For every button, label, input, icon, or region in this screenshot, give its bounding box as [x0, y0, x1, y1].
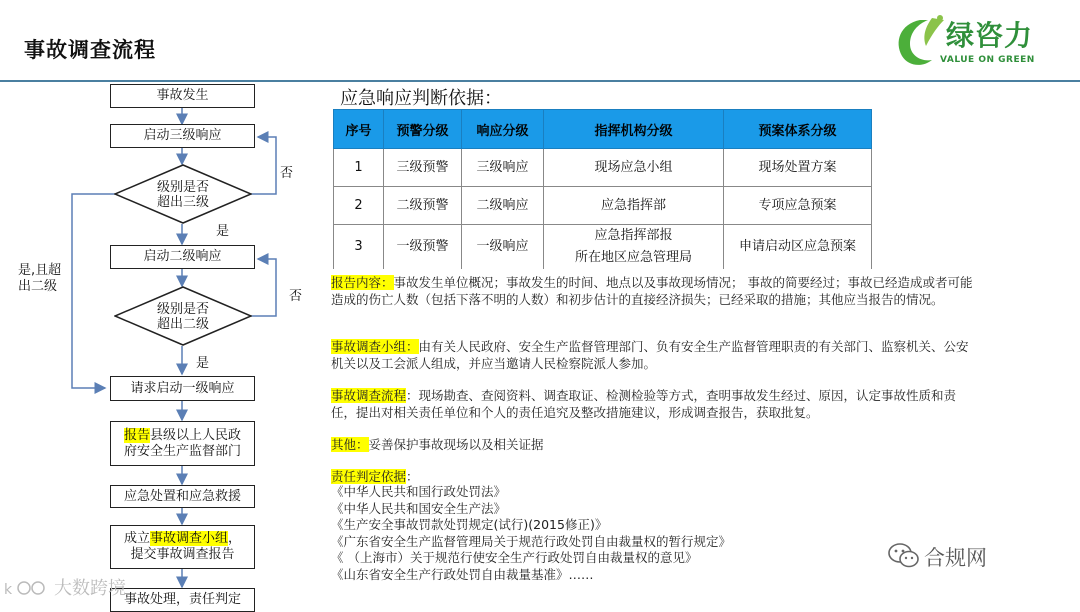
svg-text:k: k — [4, 582, 13, 598]
step-label: 应急处置和应急救援 — [123, 488, 241, 504]
table-cell: 应急指挥部 — [544, 187, 724, 225]
info-investigation-process — [331, 387, 981, 421]
watermark-logo-icon — [4, 578, 52, 600]
info-label: 其他： — [331, 437, 369, 452]
table-cell: 三级预警 — [384, 149, 462, 187]
step-label: 启动二级响应 — [143, 249, 222, 264]
info-text: 由有关人民政府、安全生产监督管理部门、负有安全生产监督管理职责的有关部门、监察机关、公安机关以及工会派人组成，并应当邀请人民检察院派人参加。 — [331, 339, 969, 371]
info-investigation-team — [331, 338, 981, 372]
info-responsibility-basis — [331, 468, 981, 485]
label-skip-level2 — [18, 263, 61, 295]
label-no-1: 否 — [280, 166, 294, 181]
text: 县级以上人民政 — [150, 427, 242, 443]
list-item: 《中华人民共和国行政处罚法》 — [331, 484, 507, 499]
table-cell: 二级响应 — [462, 187, 544, 225]
step-investigation-team — [110, 525, 255, 569]
step-label: 启动三级响应 — [143, 128, 222, 143]
table-cell: 3 — [334, 225, 384, 270]
table-row — [334, 225, 872, 270]
table-cell — [544, 225, 724, 270]
table-cell: 2 — [334, 187, 384, 225]
step-label: 事故处理，责任判定 — [123, 592, 241, 607]
column-header: 序号 — [334, 110, 384, 149]
label-yes-1: 是 — [216, 224, 230, 239]
wechat-icon — [888, 542, 920, 570]
text: 出二级 — [18, 279, 58, 294]
info-report-content — [331, 274, 981, 308]
list-item: 《广东省安全生产监督管理局关于规范行政处罚自由裁量权的暂行规定》 — [331, 533, 732, 549]
decision-level2-text — [114, 302, 252, 332]
step-report-authority — [110, 421, 255, 466]
highlight: 事故调查小组 — [149, 531, 228, 546]
table-cell: 1 — [334, 149, 384, 187]
text: 是,且超 — [18, 263, 62, 278]
step-emergency-rescue — [110, 485, 255, 508]
table-cell: 一级响应 — [462, 225, 544, 270]
cell-line: 应急指挥部报 — [594, 228, 673, 243]
info-label: 事故调查小组： — [331, 339, 419, 354]
column-header: 指挥机构分级 — [544, 110, 724, 149]
watermark-left: 大数跨境 — [54, 578, 126, 599]
table-row — [334, 149, 872, 187]
step-level2-response — [110, 245, 255, 269]
table-cell: 一级预警 — [384, 225, 462, 270]
list-item: 《中华人民共和国安全生产法》 — [331, 500, 507, 516]
response-table — [333, 109, 872, 269]
logo-text: 绿咨力 — [946, 19, 1034, 52]
column-header: 预案体系分级 — [724, 110, 872, 149]
table-cell: 现场处置方案 — [724, 149, 872, 187]
report-line-1 — [124, 428, 241, 444]
decision-line: 级别是否 — [156, 302, 209, 317]
info-text: ： — [406, 469, 419, 484]
text: ， — [228, 531, 242, 546]
page-title: 事故调查流程 — [24, 38, 156, 62]
decision-line: 超出二级 — [156, 317, 209, 332]
info-label: 责任判定依据 — [331, 469, 407, 484]
logo-subtitle: VALUE ON GREEN — [940, 55, 1035, 65]
step-level3-response — [110, 124, 255, 148]
table-header-row — [334, 110, 872, 149]
investigate-line-1 — [124, 531, 241, 547]
table-cell: 二级预警 — [384, 187, 462, 225]
info-other — [331, 436, 981, 453]
column-header: 响应分级 — [462, 110, 544, 149]
investigate-line-2: 提交事故调查报告 — [130, 547, 235, 562]
info-label: 报告内容： — [331, 275, 394, 290]
label-yes-2: 是 — [196, 356, 210, 371]
table-row — [334, 187, 872, 225]
report-line-2: 府安全生产监督部门 — [123, 443, 241, 459]
decision-level3-text — [114, 180, 252, 210]
decision-line: 超出三级 — [156, 195, 209, 210]
info-label: 事故调查流程 — [331, 388, 407, 403]
highlight: 报告 — [123, 427, 150, 443]
info-text: 事故发生单位概况；事故发生的时间、地点以及事故现场情况； 事故的简要经过；事故已经造成或者可能造成的伤亡人数（包括下落不明的人数）和初步估计的直接经济损失；已经采取的措施；其他应当报告的情况。 — [331, 275, 973, 307]
step-accident-handling — [110, 588, 255, 612]
info-text: ：现场勘查、查阅资料、调查取证、检测检验等方式，查明事故发生经过、原因，认定事故性质和责任，提出对相关责任单位和个人的责任追究及整改措施建议，形成调查报告，获取批复。 — [331, 388, 957, 420]
cell-line: 所在地区应急管理局 — [574, 250, 692, 265]
list-item: 《山东省安全生产行政处罚自由裁量基准》…… — [331, 566, 594, 582]
label-no-2: 否 — [289, 289, 303, 304]
step-accident-occurs — [110, 84, 255, 108]
column-header: 预警分级 — [384, 110, 462, 149]
list-item: 《生产安全事故罚款处罚规定(试行)(2015修正)》 — [331, 517, 608, 532]
table-cell: 三级响应 — [462, 149, 544, 187]
step-label: 请求启动一级响应 — [130, 380, 235, 396]
laws-list — [331, 484, 731, 583]
step-request-level1 — [110, 376, 255, 401]
watermark-right: 合规网 — [924, 546, 987, 570]
text: 成立 — [123, 531, 150, 546]
table-cell: 申请启动区应急预案 — [724, 225, 872, 270]
table-cell: 现场应急小组 — [544, 149, 724, 187]
table-cell: 专项应急预案 — [724, 187, 872, 225]
step-label: 事故发生 — [156, 88, 209, 103]
section-heading: 应急响应判断依据： — [340, 88, 502, 109]
decision-line: 级别是否 — [156, 180, 209, 195]
info-text: 妥善保护事故现场以及相关证据 — [368, 437, 544, 452]
list-item: 《 （上海市）关于规范行使安全生产行政处罚自由裁量权的意见》 — [331, 550, 698, 565]
